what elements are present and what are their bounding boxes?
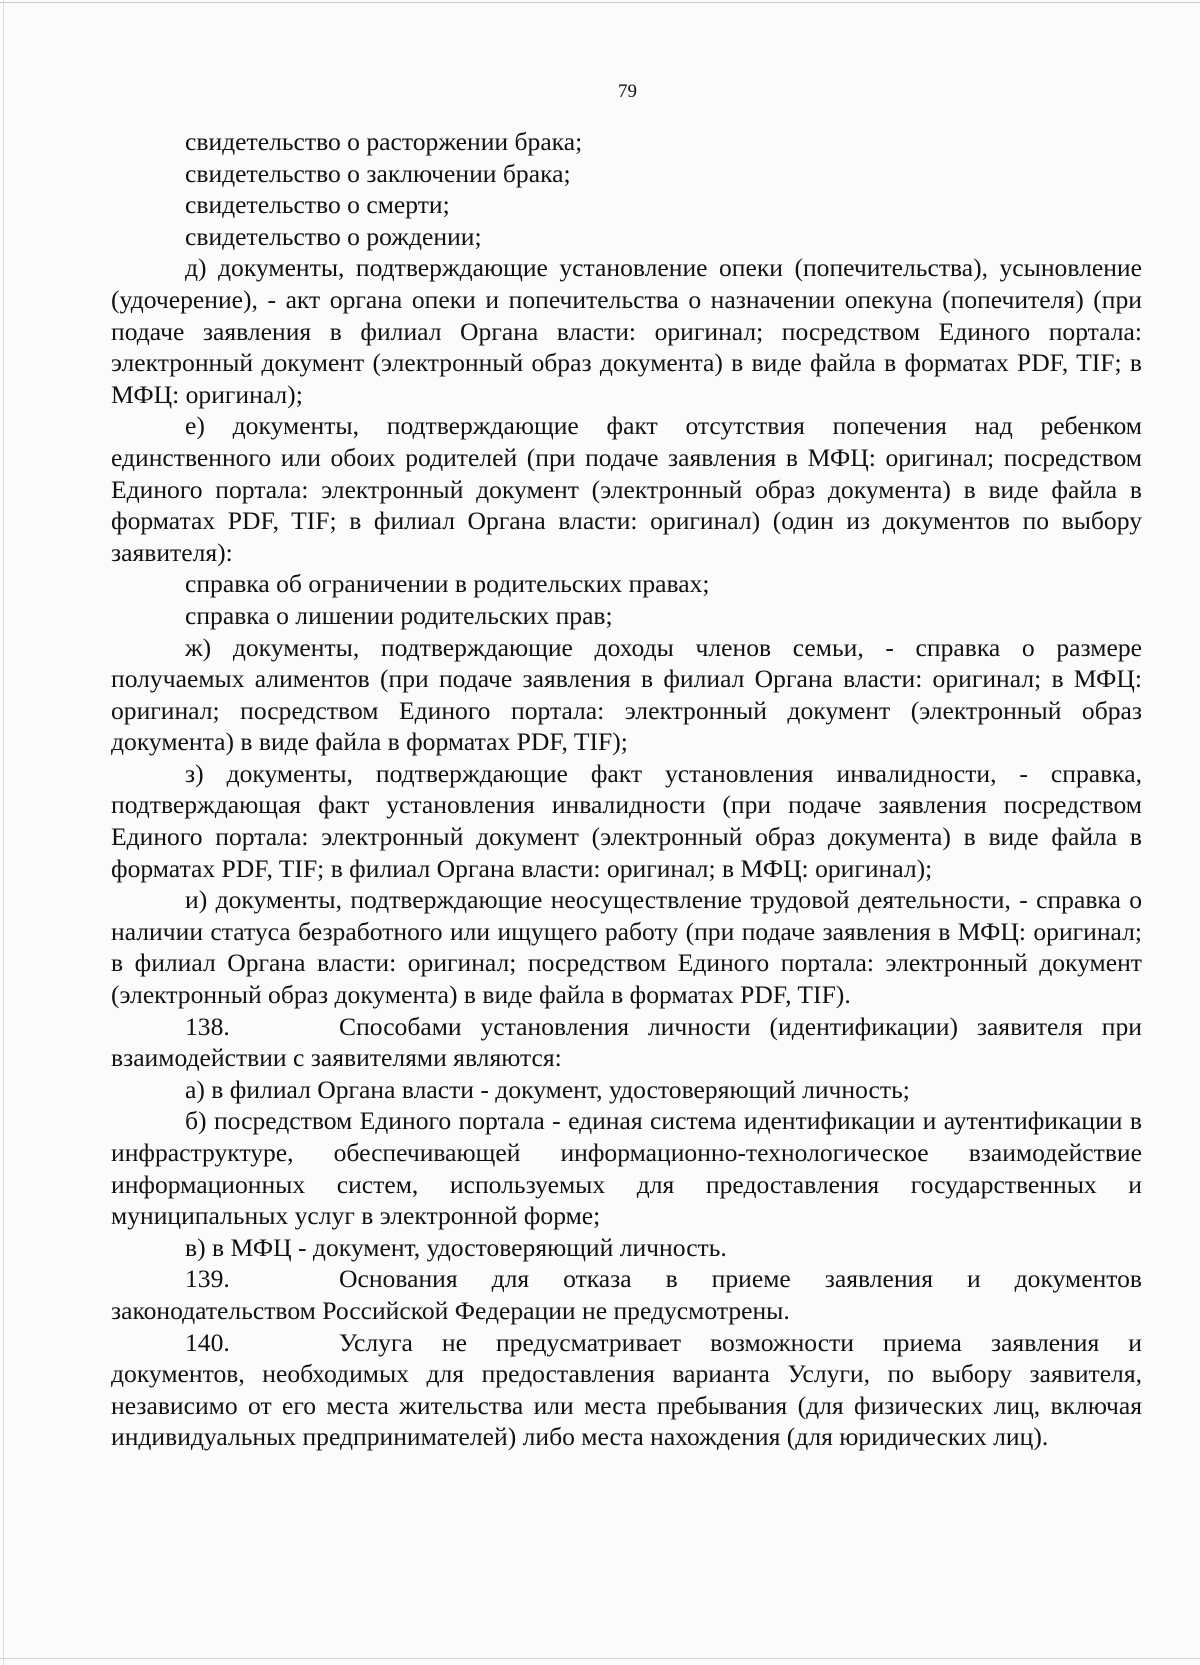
clause-text: Услуга не предусматривает возможности приема заявления и документов, необходимых для предоставления варианта Услуги, по выбору заявителя, независимо от его места жительства или места пребывания (для физических лиц, включая индивидуальных предпринимателей) либо места нахождения (для юридических лиц). [111, 1327, 1142, 1452]
paragraph-140 [111, 1327, 1142, 1453]
page-number: 79 [618, 81, 637, 102]
clause-number: 138. [185, 1011, 230, 1041]
paragraph-parental-deprivation: справка о лишении родительских прав; [185, 600, 613, 630]
paragraph-item-z: з) документы, подтверждающие факт установления инвалидности, - справка, подтверждающая факт установления инвалидности (при подаче заявления посредством Единого портала: электронный документ (электронный образ документа) в виде файла в форматах PDF, TIF; в филиал Органа власти: оригинал; в МФЦ: оригинал); [111, 758, 1142, 883]
scan-edge-bottom [0, 1658, 1200, 1659]
scan-edge-top [0, 2, 1200, 3]
paragraph-item-v: в) в МФЦ - документ, удостоверяющий личность. [185, 1232, 727, 1262]
paragraph-birth-certificate: свидетельство о рождении; [185, 221, 482, 251]
paragraph-139 [111, 1263, 1142, 1326]
paragraph-item-zh: ж) документы, подтверждающие доходы членов семьи, - справка о размере получаемых алиментов (при подаче заявления в филиал Органа власти: оригинал; в МФЦ: оригинал; посредством Единого портала: электронный документ (электронный образ документа) в виде файла в форматах PDF, TIF); [111, 632, 1142, 757]
clause-text: Способами установления личности (идентификации) заявителя при взаимодействии с заявителями являются: [111, 1011, 1142, 1073]
paragraph-item-e: е) документы, подтверждающие факт отсутствия попечения над ребенком единственного или обоих родителей (при подаче заявления в МФЦ: оригинал; посредством Единого портала: электронный документ (электронный образ документа) в виде файла в форматах PDF, TIF; в филиал Органа власти: оригинал) (один из документов по выбору заявителя): [111, 411, 1142, 567]
paragraph-marriage-certificate: свидетельство о заключении брака; [185, 158, 571, 188]
paragraph-138 [111, 1011, 1142, 1074]
scan-edge-left [3, 0, 4, 1665]
paragraph-item-d: д) документы, подтверждающие установление опеки (попечительства), усыновление (удочерение), - акт органа опеки и попечительства о назначении опекуна (попечителя) (при подаче заявления в филиал Органа власти: оригинал; посредством Единого портала: электронный документ (электронный образ документа) в виде файла в форматах PDF, TIF; в МФЦ: оригинал); [111, 253, 1142, 409]
paragraph-item-i: и) документы, подтверждающие неосуществление трудовой деятельности, - справка о наличии статуса безработного или ищущего работу (при подаче заявления в МФЦ: оригинал; в филиал Органа власти: оригинал; посредством Единого портала: электронный документ (электронный образ документа) в виде файла в форматах PDF, TIF). [111, 885, 1142, 1010]
clause-number: 139. [185, 1264, 230, 1294]
paragraph-death-certificate: свидетельство о смерти; [185, 190, 450, 220]
document-body [111, 126, 1142, 1453]
paragraph-item-a: а) в филиал Органа власти - документ, удостоверяющий личность; [185, 1074, 910, 1104]
paragraph-item-b: б) посредством Единого портала - единая система идентификации и аутентификации в инфраструктуре, обеспечивающей информационно-технологическое взаимодействие информационных систем, используемых для предоставления государственных и муниципальных услуг в электронной форме; [111, 1106, 1142, 1231]
paragraph-parental-restriction: справка об ограничении в родительских правах; [185, 569, 710, 599]
clause-text: Основания для отказа в приеме заявления и документов законодательством Российской Федерации не предусмотрены. [111, 1264, 1142, 1325]
paragraph-divorce-certificate: свидетельство о расторжении брака; [185, 127, 583, 156]
clause-number: 140. [185, 1327, 230, 1357]
